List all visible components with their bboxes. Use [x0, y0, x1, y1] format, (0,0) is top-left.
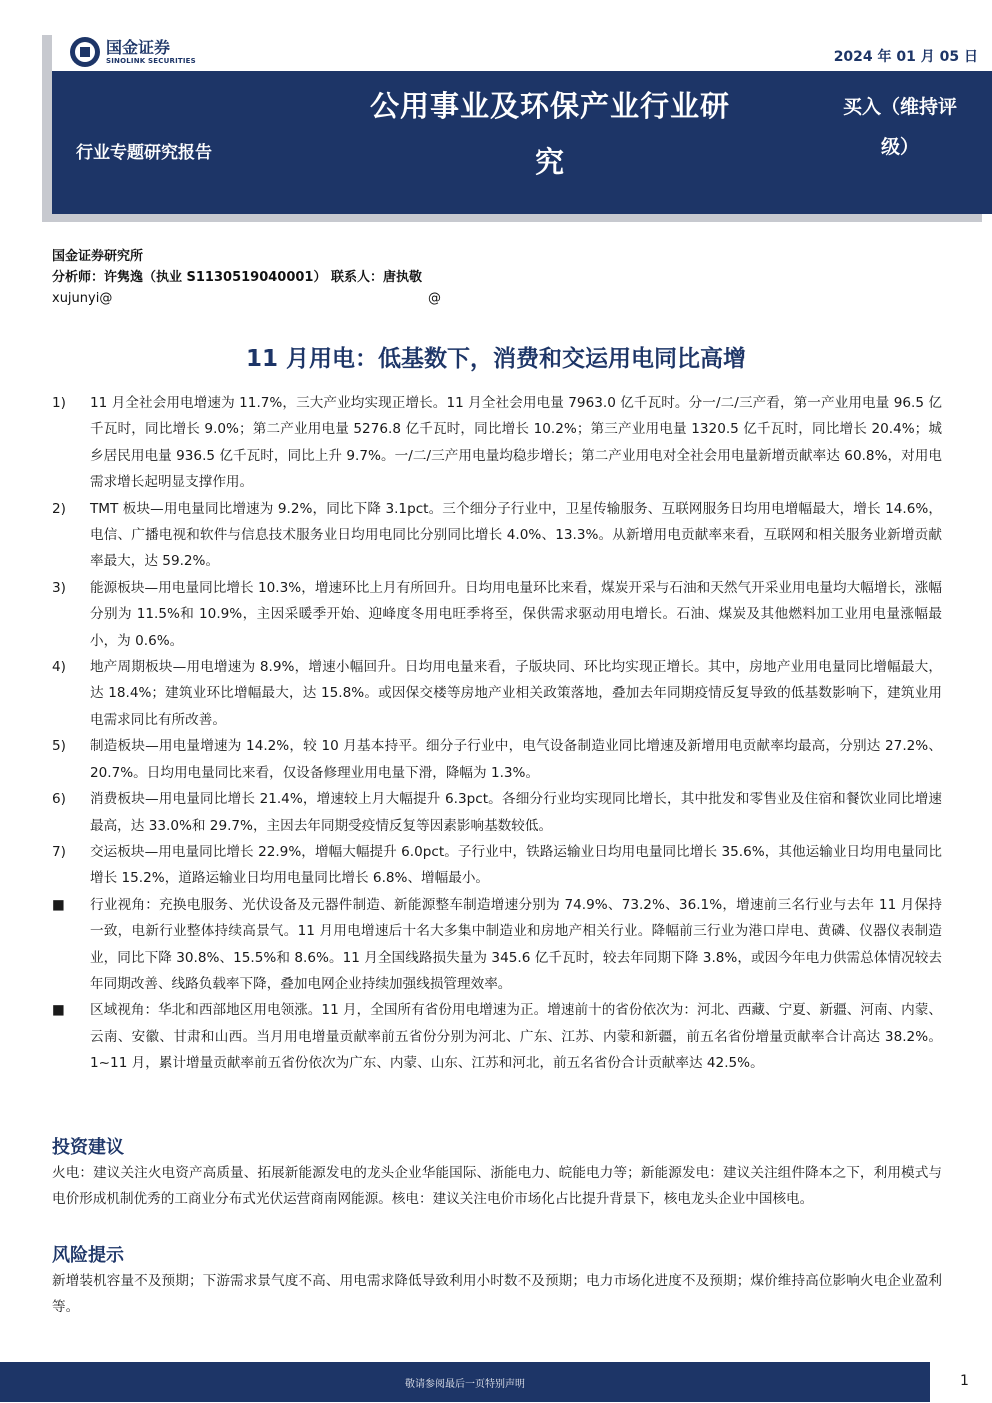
report-type: 行业专题研究报告	[76, 143, 212, 163]
list-marker: 6)	[52, 791, 66, 808]
list-marker: 1)	[52, 395, 66, 411]
report-title-line2: 究	[534, 145, 565, 179]
list-marker: 3)	[52, 579, 66, 596]
invest-text: 火电：建议关注火电资产高质量、拓展新能源发电的龙头企业华能国际、浙能电力、皖能电力等；新能源发电：建议关注组件降本之下，利用模式与电价形成机制优秀的工商业分布式光伏运营商南网能源。核电：建议关注电价市场化占比提升背景下，核电龙头企业中国核电。	[52, 1165, 942, 1208]
logo-en-text: SINOLINK SECURITIES	[106, 56, 196, 65]
list-item	[52, 997, 942, 1076]
sinolink-logo	[70, 37, 196, 67]
list-item	[52, 575, 942, 654]
list-item-text: 地产周期板块—用电增速为 8.9%，增速小幅回升。日均用电量来看，子版块同、环比均实现正增长。其中，房地产业用电量同比增幅最大，达 18.4%；建筑业环比增幅最大，达 15.8%。或因保交楼等房地产业相关政策落地，叠加去年同期疫情反复导致的低基数影响下，建筑业用电需求同比有所改善。	[90, 659, 942, 728]
analyst-email[interactable]: xujunyi@	[52, 291, 113, 306]
list-item	[52, 496, 942, 575]
list-marker: 5)	[52, 738, 66, 755]
list-item-text: 11 月全社会用电增速为 11.7%，三大产业均实现正增长。11 月全社会用电量 7963.0 亿千瓦时。分一/二/三产看，第一产业用电量 96.5 亿千瓦时，同比增长 9.0%；第二产业用电量 5276.8 亿千瓦时，同比增长 10.2%；第三产业用电量 1320.5 亿千瓦时，同比增长 20.4%；城乡居民用电量 936.5 亿千瓦时，同比上升 9.7%。一/二/三产用电量均稳步增长；第二产业用电对全社会用电量新增贡献率达 60.8%，对用电需求增长起明显支撑作用。	[90, 395, 942, 491]
footer-disclaimer: 敬请参阅最后一页特别声明	[405, 1379, 525, 1390]
list-marker: 7)	[52, 843, 66, 860]
list-item	[52, 839, 942, 892]
institute-name: 国金证券研究所	[52, 249, 144, 264]
rating-line2: 级）	[880, 136, 919, 158]
sinolink-logo-icon	[70, 37, 100, 67]
list-item	[52, 654, 942, 733]
analyst-info	[52, 246, 441, 309]
invest-heading: 投资建议	[52, 1137, 124, 1158]
list-item-text: 交运板块—用电量同比增长 22.9%，增幅大幅提升 6.0pct。子行业中，铁路运输业日均用电量同比增长 35.6%，其他运输业日均用电量同比增长 15.2%，道路运输业日均用电量同比增长 6.8%、增幅最小。	[90, 843, 942, 887]
bullet-square-icon: ■	[52, 896, 65, 913]
risk-heading: 风险提示	[52, 1245, 124, 1266]
rating-line1: 买入（维持评	[842, 96, 957, 118]
main-headline: 11 月用电：低基数下，消费和交运用电同比高增	[245, 346, 746, 372]
risk-text: 新增装机容量不及预期；下游需求景气度不高、用电需求降低导致利用小时数不及预期；电力市场化进度不及预期；煤价维持高位影响火电企业盈利等。	[52, 1273, 942, 1316]
email-row	[52, 288, 441, 309]
contact-email[interactable]: @	[428, 291, 441, 306]
report-title-line1: 公用事业及环保产业行业研	[369, 89, 730, 123]
list-item-text: 行业视角：充换电服务、光伏设备及元器件制造、新能源整车制造增速分别为 74.9%、73.2%、36.1%，增速前三名行业与去年 11 月保持一致，电新行业整体持续高景气。11 月用电增速后十名大多集中制造业和房地产相关行业。降幅前三行业为港口岸电、黄磷、仪器仪表制造业，同比下降 30.8%、15.5%和 8.6%。11 月全国线路损失量为 345.6 亿千瓦时，较去年同期下降 3.8%，或因今年电力供需总体情况较去年同期改善、线路负载率下降，叠加电网企业持续加强线损管理效率。	[90, 896, 942, 992]
report-date: 2024 年 01 月 05 日	[833, 49, 978, 65]
list-item-text: 能源板块—用电量同比增长 10.3%，增速环比上月有所回升。日均用电量环比来看，煤炭开采与石油和天然气开采业用电量均大幅增长，涨幅分别为 11.5%和 10.9%，主因采暖季开始、迎峰度冬用电旺季将至，保供需求驱动用电增长。石油、煤炭及其他燃料加工业用电量涨幅最小，为 0.6%。	[90, 579, 942, 649]
list-item	[52, 733, 942, 786]
list-item	[52, 390, 942, 496]
page-number: 1	[960, 1373, 969, 1389]
logo-cn-text: 国金证券	[106, 37, 171, 57]
list-item-text: TMT 板块—用电量同比增速为 9.2%，同比下降 3.1pct。三个细分子行业中，卫星传输服务、互联网服务日均用电增幅最大，增长 14.6%，电信、广播电视和软件与信息技术服务业日均用电同比分别同比增长 4.0%、13.3%。从新增用电贡献率来看，互联网和相关服务业新增贡献率最大，达 59.2%。	[90, 500, 942, 570]
list-item-text: 区域视角：华北和西部地区用电领涨。11 月，全国所有省份用电增速为正。增速前十的省份依次为：河北、西藏、宁夏、新疆、河南、内蒙、云南、安徽、甘肃和山西。当月用电增量贡献率前五省份分别为河北、广东、江苏、内蒙和新疆，前五名省份增量贡献率合计高达 38.2%。1~11 月，累计增量贡献率前五省份依次为广东、内蒙、山东、江苏和河北，前五名省份合计贡献率达 42.5%。	[90, 1002, 942, 1072]
list-item	[52, 892, 942, 998]
list-marker: 2)	[52, 500, 66, 517]
list-item-text: 制造板块—用电量增速为 14.2%，较 10 月基本持平。细分子行业中，电气设备制造业同比增速及新增用电贡献率均最高，分别达 27.2%、20.7%。日均用电量同比来看，仅设备修理业用电量下滑，降幅为 1.3%。	[90, 738, 942, 781]
list-marker: 4)	[52, 659, 66, 676]
analyst-line: 分析师：许隽逸（执业 S1130519040001） 联系人：唐执敬	[52, 270, 423, 285]
rating-badge	[830, 87, 970, 167]
findings-list	[52, 390, 942, 1077]
list-item	[52, 786, 942, 839]
bullet-square-icon: ■	[52, 1002, 65, 1019]
list-item-text: 消费板块—用电量同比增长 21.4%，增速较上月大幅提升 6.3pct。各细分行业均实现同比增长，其中批发和零售业及住宿和餐饮业同比增速最高，达 33.0%和 29.7%，主因去年同期受疫情反复等因素影响基数较低。	[90, 791, 942, 834]
report-title	[320, 78, 780, 190]
